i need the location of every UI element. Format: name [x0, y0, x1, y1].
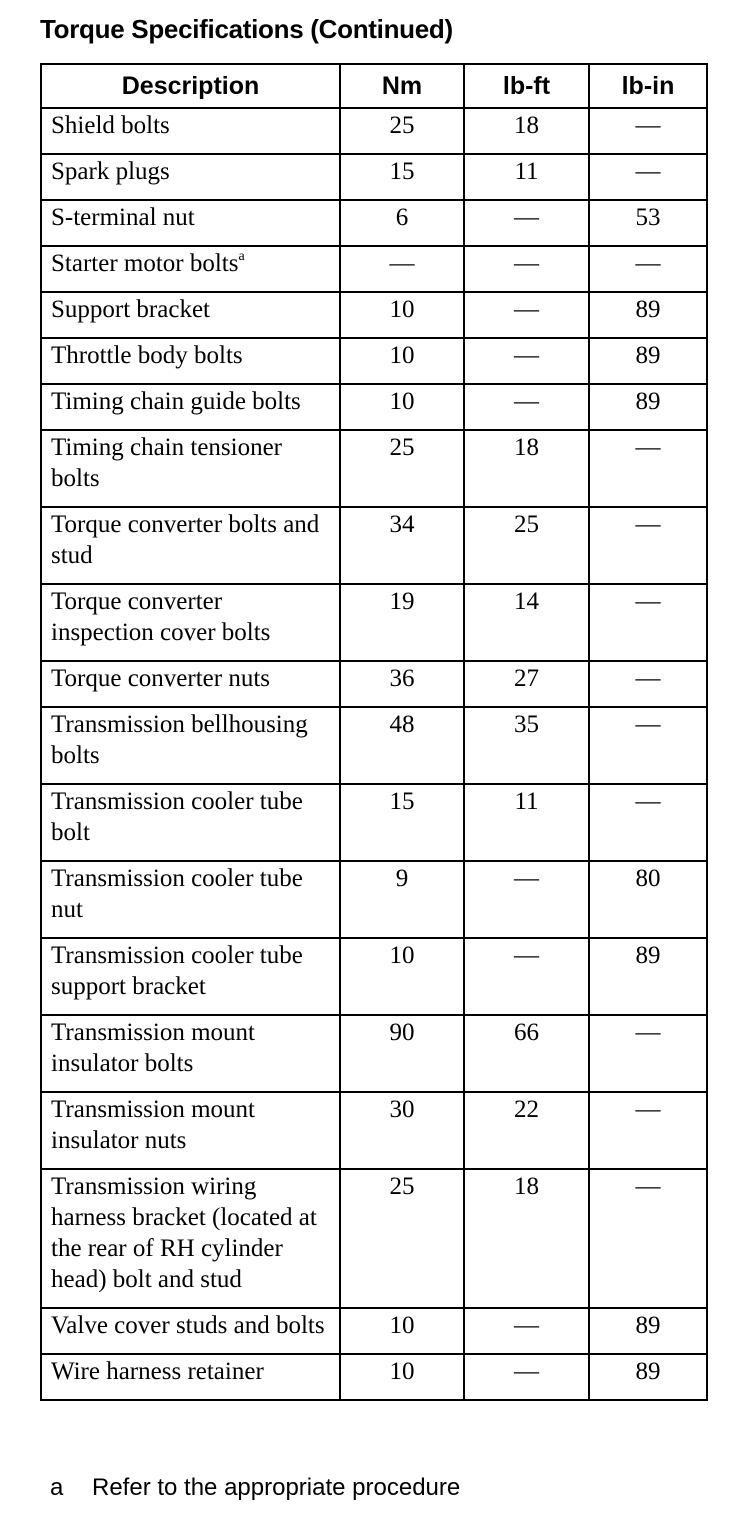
cell-description — [41, 1308, 340, 1354]
cell-lbin: — — [589, 507, 707, 584]
cell-lbin: — — [589, 1169, 707, 1308]
cell-lbft: 35 — [464, 707, 589, 784]
cell-lbin: 89 — [589, 292, 707, 338]
table-row — [41, 1169, 707, 1308]
cell-lbin: — — [589, 430, 707, 507]
cell-lbft: — — [464, 384, 589, 430]
table-row — [41, 430, 707, 507]
cell-nm: 34 — [340, 507, 464, 584]
cell-description — [41, 430, 340, 507]
cell-nm: 10 — [340, 1308, 464, 1354]
description-text: Torque converter nuts — [51, 665, 271, 692]
header-lbin: lb-in — [589, 64, 707, 108]
cell-lbft: 14 — [464, 584, 589, 661]
table-row — [41, 246, 707, 292]
description-text: S-terminal nut — [51, 204, 195, 231]
cell-nm: 25 — [340, 1169, 464, 1308]
cell-description — [41, 861, 340, 938]
cell-nm: 15 — [340, 784, 464, 861]
cell-lbft: — — [464, 1354, 589, 1400]
cell-nm: 19 — [340, 584, 464, 661]
page-title: Torque Specifications (Continued) — [40, 14, 453, 44]
cell-lbin: — — [589, 584, 707, 661]
cell-lbft: — — [464, 861, 589, 938]
header-lbft: lb-ft — [464, 64, 589, 108]
cell-lbin: — — [589, 707, 707, 784]
cell-lbin: 80 — [589, 861, 707, 938]
cell-lbft: 22 — [464, 1092, 589, 1169]
table-row — [41, 338, 707, 384]
description-text: Timing chain guide bolts — [51, 388, 301, 415]
cell-lbft: 66 — [464, 1015, 589, 1092]
torque-spec-table — [40, 63, 708, 1401]
header-description: Description — [41, 64, 340, 108]
cell-nm: 10 — [340, 338, 464, 384]
cell-lbin: 53 — [589, 200, 707, 246]
description-text: Support bracket — [51, 296, 210, 323]
table-row — [41, 784, 707, 861]
description-text: Transmission wiring harness bracket (located at the rear of RH cylinder head) bolt and stud — [51, 1173, 317, 1293]
cell-description — [41, 292, 340, 338]
cell-lbin: — — [589, 784, 707, 861]
cell-description — [41, 938, 340, 1015]
table-row — [41, 507, 707, 584]
cell-nm: 6 — [340, 200, 464, 246]
cell-nm: 30 — [340, 1092, 464, 1169]
cell-nm: 10 — [340, 1354, 464, 1400]
table-row — [41, 1015, 707, 1092]
cell-nm: 9 — [340, 861, 464, 938]
cell-lbft: — — [464, 938, 589, 1015]
cell-description — [41, 384, 340, 430]
cell-lbft: 18 — [464, 108, 589, 154]
cell-nm: 48 — [340, 707, 464, 784]
cell-nm: 25 — [340, 108, 464, 154]
description-text: Torque converter inspection cover bolts — [51, 588, 271, 646]
description-text: Wire harness retainer — [51, 1358, 264, 1385]
cell-nm: 36 — [340, 661, 464, 707]
cell-description — [41, 784, 340, 861]
footnote — [50, 1474, 460, 1502]
description-text: Torque converter bolts and stud — [51, 511, 320, 569]
cell-lbin: — — [589, 154, 707, 200]
cell-lbft: 11 — [464, 784, 589, 861]
description-text: Throttle body bolts — [51, 342, 243, 369]
description-text: Timing chain tensioner bolts — [51, 434, 283, 492]
description-text: Transmission mount insulator bolts — [51, 1019, 255, 1077]
cell-lbft: 18 — [464, 430, 589, 507]
table-row — [41, 384, 707, 430]
cell-description — [41, 108, 340, 154]
table-body — [41, 108, 707, 1400]
table-header-row — [41, 64, 707, 108]
cell-description — [41, 1354, 340, 1400]
cell-description — [41, 154, 340, 200]
header-nm: Nm — [340, 64, 464, 108]
cell-lbft: 25 — [464, 507, 589, 584]
cell-lbft: — — [464, 1308, 589, 1354]
description-text: Transmission cooler tube nut — [51, 865, 303, 923]
cell-lbin: — — [589, 246, 707, 292]
description-text: Transmission cooler tube support bracket — [51, 942, 303, 1000]
table-row — [41, 938, 707, 1015]
cell-lbin: — — [589, 661, 707, 707]
table-row — [41, 861, 707, 938]
cell-nm: 25 — [340, 430, 464, 507]
description-text: Starter motor bolts — [51, 250, 239, 277]
table-row — [41, 1092, 707, 1169]
cell-nm: 10 — [340, 292, 464, 338]
cell-lbin: — — [589, 1092, 707, 1169]
table-row — [41, 154, 707, 200]
cell-lbin: 89 — [589, 938, 707, 1015]
cell-lbft: 27 — [464, 661, 589, 707]
footnote-reference: a — [238, 249, 245, 264]
description-text: Transmission cooler tube bolt — [51, 788, 303, 846]
cell-description — [41, 661, 340, 707]
cell-lbin: 89 — [589, 384, 707, 430]
cell-lbin: 89 — [589, 1308, 707, 1354]
cell-nm: — — [340, 246, 464, 292]
description-text: Transmission mount insulator nuts — [51, 1096, 255, 1154]
cell-lbft: — — [464, 200, 589, 246]
cell-description — [41, 707, 340, 784]
table-row — [41, 200, 707, 246]
table-row — [41, 108, 707, 154]
cell-lbin: — — [589, 108, 707, 154]
cell-lbft: 18 — [464, 1169, 589, 1308]
table-row — [41, 584, 707, 661]
cell-description — [41, 246, 340, 292]
cell-lbft: — — [464, 246, 589, 292]
cell-nm: 90 — [340, 1015, 464, 1092]
table-row — [41, 707, 707, 784]
footnote-mark: a — [50, 1474, 64, 1501]
table-row — [41, 1308, 707, 1354]
table-row — [41, 292, 707, 338]
cell-nm: 10 — [340, 384, 464, 430]
cell-lbin: 89 — [589, 1354, 707, 1400]
cell-nm: 15 — [340, 154, 464, 200]
table-row — [41, 661, 707, 707]
cell-lbft: 11 — [464, 154, 589, 200]
description-text: Transmission bellhousing bolts — [51, 711, 308, 769]
cell-description — [41, 1015, 340, 1092]
table-row — [41, 1354, 707, 1400]
cell-description — [41, 338, 340, 384]
cell-lbin: — — [589, 1015, 707, 1092]
cell-description — [41, 507, 340, 584]
cell-description — [41, 584, 340, 661]
cell-description — [41, 1092, 340, 1169]
description-text: Spark plugs — [51, 158, 170, 185]
cell-lbft: — — [464, 292, 589, 338]
footnote-text: Refer to the appropriate procedure — [92, 1474, 461, 1501]
cell-lbft: — — [464, 338, 589, 384]
cell-description — [41, 1169, 340, 1308]
cell-lbin: 89 — [589, 338, 707, 384]
cell-description — [41, 200, 340, 246]
description-text: Valve cover studs and bolts — [51, 1312, 325, 1339]
description-text: Shield bolts — [51, 112, 170, 139]
cell-nm: 10 — [340, 938, 464, 1015]
